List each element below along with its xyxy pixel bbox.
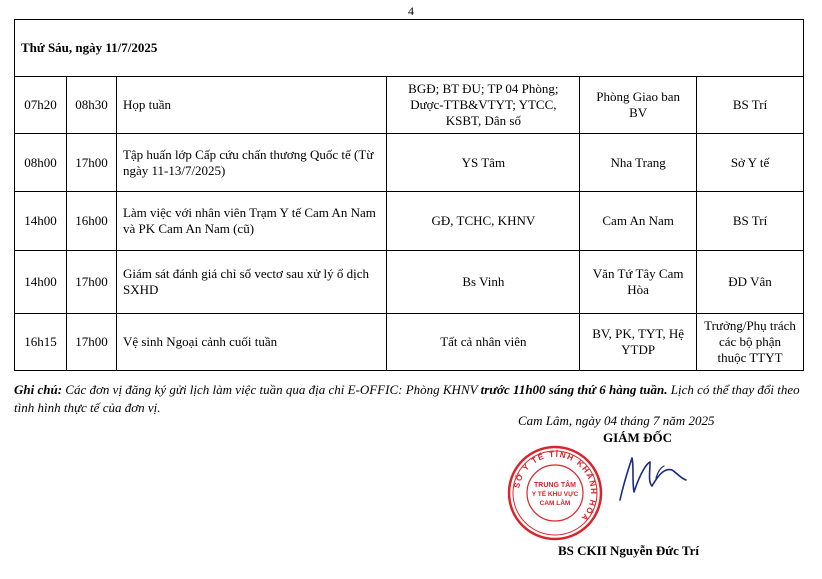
table-row (15, 192, 804, 251)
chair: ĐD Vân (697, 251, 804, 314)
signer-name: BS CKII Nguyễn Đức Trí (558, 543, 699, 558)
location: Nha Trang (580, 134, 697, 192)
table-row (15, 77, 804, 134)
participants: Bs Vinh (387, 251, 580, 314)
location: Cam An Nam (580, 192, 697, 251)
schedule-table (14, 19, 804, 371)
chair: Trưởng/Phụ trách các bộ phận thuộc TTYT (697, 314, 804, 371)
start-time: 14h00 (15, 192, 67, 251)
stamp-ring-text: SỞ Y TẾ TỈNH KHÁNH HÒA (512, 449, 599, 524)
page-number: 4 (408, 4, 414, 18)
start-time: 07h20 (15, 77, 67, 134)
table-row (15, 134, 804, 192)
day-header-row (15, 20, 804, 77)
end-time: 17h00 (66, 134, 116, 192)
stamp-center-line1: TRUNG TÂM (534, 482, 576, 489)
location: BV, PK, TYT, Hệ YTDP (580, 314, 697, 371)
official-stamp (507, 445, 603, 541)
participants: BGĐ; BT ĐU; TP 04 Phòng; Dược-TTB&VTYT; YTCC, KSBT, Dân số (387, 77, 580, 134)
table-row (15, 251, 804, 314)
chair: BS Trí (697, 77, 804, 134)
note-emphasis: trước 11h00 sáng thứ 6 hàng tuần. (480, 382, 668, 397)
participants: Tất cả nhân viên (387, 314, 580, 371)
activity: Giám sát đánh giá chỉ số vectơ sau xử lý ổ dịch SXHD (116, 251, 387, 314)
footnote (14, 381, 804, 417)
handwritten-signature (610, 452, 690, 507)
start-time: 14h00 (15, 251, 67, 314)
end-time: 17h00 (66, 314, 116, 371)
end-time: 17h00 (66, 251, 116, 314)
start-time: 08h00 (15, 134, 67, 192)
day-header: Thứ Sáu, ngày 11/7/2025 (15, 20, 804, 77)
activity: Vệ sinh Ngoại cảnh cuối tuần (116, 314, 387, 371)
participants: YS Tâm (387, 134, 580, 192)
end-time: 16h00 (66, 192, 116, 251)
stamp-center-line3: CAM LÂM (539, 500, 571, 507)
note-text-after: Lịch có thể thay đổi theo tình hình thực tế của đơn vị. (14, 382, 800, 415)
table-row (15, 314, 804, 371)
activity: Họp tuần (116, 77, 387, 134)
activity: Làm việc với nhân viên Trạm Y tế Cam An Nam và PK Cam An Nam (cũ) (116, 192, 387, 251)
activity: Tập huấn lớp Cấp cứu chấn thương Quốc tế (Từ ngày 11-13/7/2025) (116, 134, 387, 192)
director-title: GIÁM ĐỐC (603, 430, 672, 445)
note-label: Ghi chú: (14, 382, 63, 397)
location: Văn Tứ Tây Cam Hòa (580, 251, 697, 314)
end-time: 08h30 (66, 77, 116, 134)
stamp-center-line2: Y TẾ KHU VỰC (531, 491, 579, 498)
start-time: 16h15 (15, 314, 67, 371)
date-line: Cam Lâm, ngày 04 tháng 7 năm 2025 (518, 413, 715, 428)
chair: BS Trí (697, 192, 804, 251)
note-text-before: Các đơn vị đăng ký gửi lịch làm việc tuần qua địa chỉ E-OFFIC: Phòng KHNV (62, 382, 481, 397)
participants: GĐ, TCHC, KHNV (387, 192, 580, 251)
chair: Sở Y tế (697, 134, 804, 192)
location: Phòng Giao ban BV (580, 77, 697, 134)
